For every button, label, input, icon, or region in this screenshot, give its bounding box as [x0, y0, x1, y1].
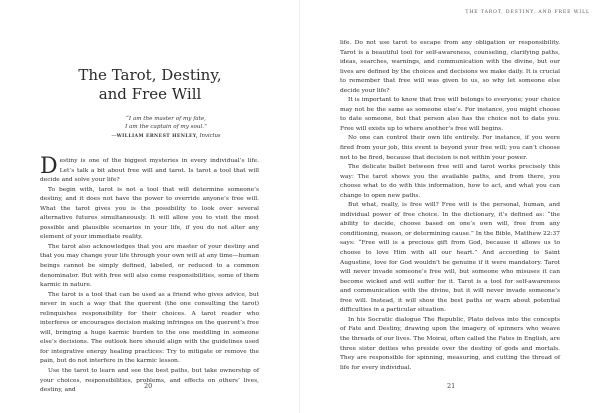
chapter-title-line-1: The Tarot, Destiny, [78, 66, 222, 84]
epigraph-dash: — [111, 133, 117, 139]
epigraph-work: Invictus [199, 133, 221, 139]
epigraph-attribution [96, 132, 236, 141]
paragraph-text: estiny is one of the biggest mysteries in every individual’s life. Let’s talk a bit about free will and tarot. Is tarot a tool that will decide and solve your life? [40, 158, 259, 184]
paragraph: It is important to know that free will belongs to everyone; your choice may not be the same as someone else’s. For instance, you might choose to date someone, but that person also has the choice not to date you. Free will exists up to where another’s free will begins. [340, 97, 560, 132]
left-page-body [40, 154, 259, 396]
right-page-body [340, 39, 560, 373]
paragraph: In his Socratic dialogue The Republic, Plato delves into the concepts of Fate and Destiny, drawing upon the imagery of spinners who weave the threads of our lives. The Moirai, often called the Fates in English, are three sister deities who preside over the destiny of gods and mortals. They are responsible for spinning, measuring, and cutting the thread of life for every individual. [340, 316, 560, 371]
chapter-title-line-2: and Free Will [98, 85, 202, 103]
epigraph-line-2: I am the captain of my soul.” [125, 124, 207, 130]
paragraph [40, 154, 259, 186]
paragraph: No one can control their own life entirely. For instance, if you were fired from your job, this event is beyond your free will; you can’t choose not to be fired, because that decision is not within your power. [340, 135, 560, 161]
paragraph: To begin with, tarot is not a tool that will determine someone’s destiny, and it does not have the power to override anyone’s free will. What the tarot gives you is the possibility to look over several alternative futures simultaneously. It will allow you to visit the most possible and plausible scenarios in your life, if you do not alter any element of your immediate reality. [40, 186, 259, 241]
epigraph-line-1: “I am the master of my fate, [126, 116, 206, 122]
paragraph: The tarot is a tool that can be used as a friend who gives advice, but never in such a way that the querent (the one consulting the tarot) relinquishes responsibility for their choices. A tarot reader who interferes or encourages decision making infringes on the querent’s free will, bringing a huge karmic burden to the one meddling in someone else’s decisions. The outlook here should align with the guidelines used for integrative energy healing practices: Try to mitigate or remove the pain, but do not interfere in the karmic lesson. [40, 291, 259, 365]
paragraph: But what, really, is free will? Free will is the personal, human, and individual power of free choice. In the dictionary, it’s defined as: “the ability to decide, choose based on one’s own will, free from any conditioning, reason, or determining cause.” In the Bible, Matthew 22:37 says: “Free will is a precious gift from God, because it allows us to choose to love Him with all our heart.” And according to Saint Augustine, love for God wouldn’t be genuine if it were mandatory. Tarot will never invade someone’s free will, but someone who misuses it can become wicked and will suffer for it. Tarot is a tool for self-awareness and communication with the divine, but it will never invade someone’s free will. Instead, it will show the best paths or warn about potential difficulties in a particular situation. [340, 202, 560, 314]
chapter-title [60, 66, 240, 104]
running-head: THE TAROT, DESTINY, AND FREE WILL [465, 10, 590, 15]
paragraph: life. Do not use tarot to escape from any obligation or responsibility. Tarot is a beautiful tool for self-awareness, counseling, clarifying paths, ideas, searches, warnings, and communication with the divine, but our lives are defined by the choices and decisions we make daily. It is crucial to remember that free will was given to us, so why let someone else decide your life? [340, 40, 560, 94]
epigraph-author: WILLIAM ERNEST HENLEY, [116, 134, 198, 139]
page-number-right: 21 [447, 382, 456, 390]
paragraph: The delicate ballet between free will and tarot works precisely this way: The tarot shows you the available paths, and from there, you choose what to do with this information, how to act, and what you can change to open new paths. [340, 164, 560, 199]
page-number-left: 20 [144, 382, 153, 390]
paragraph: The tarot also acknowledges that you are master of your destiny and that you may change your life through your own will at any time—human beings cannot be simply defined, labeled, or reduced to a common denominator. But with free will also come responsibilities, some of them karmic in nature. [40, 243, 259, 289]
drop-cap: D [40, 154, 58, 179]
epigraph [96, 115, 236, 141]
paragraph: Use the tarot to learn and see the best paths, but take ownership of your choices, responsibilities, problems, and effects on others’ lives, destiny, and [40, 368, 259, 394]
